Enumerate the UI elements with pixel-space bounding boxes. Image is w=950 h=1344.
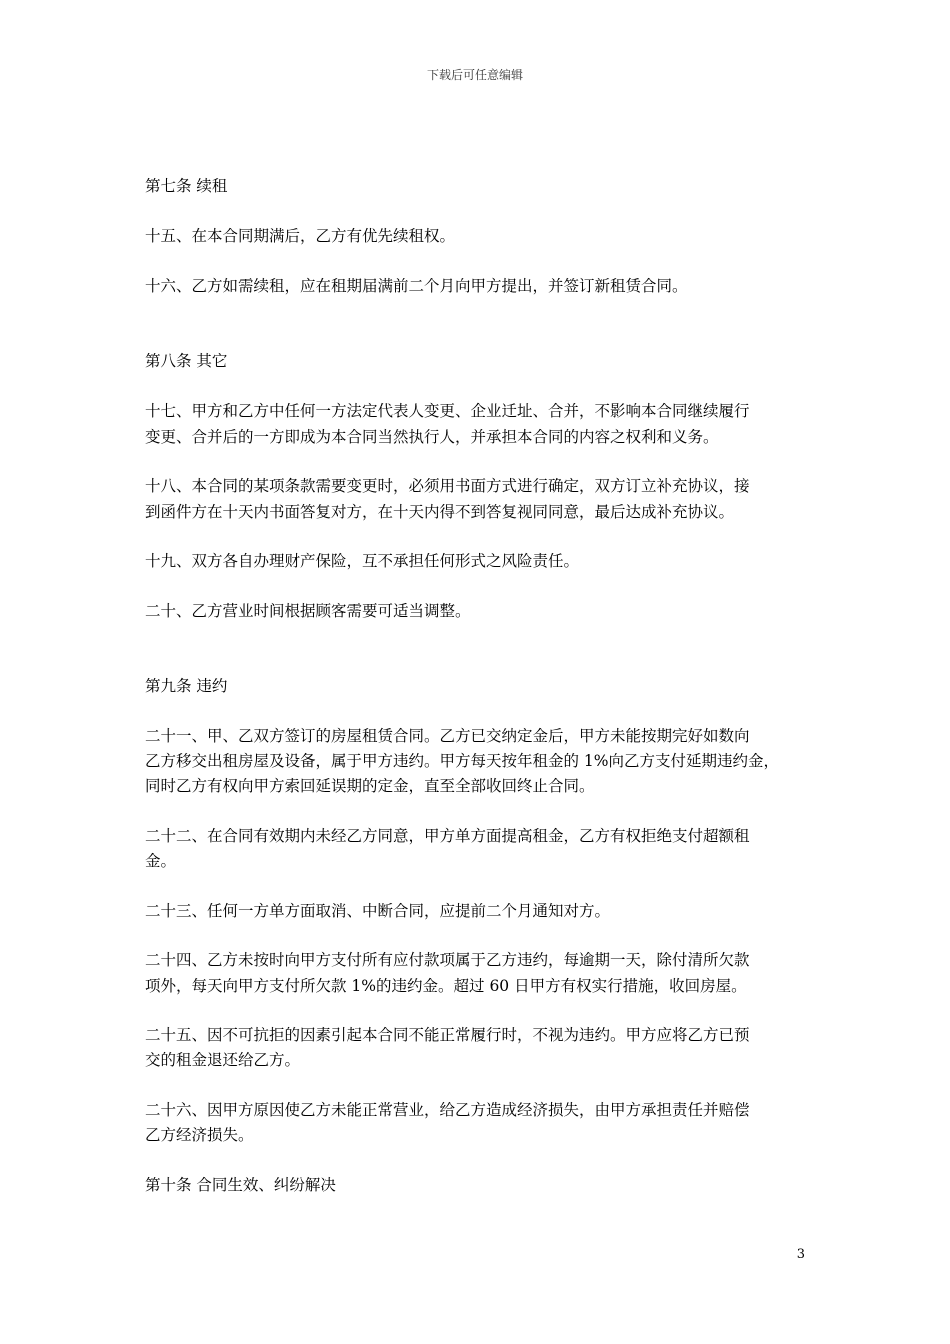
clause-16: 十六、乙方如需续租，应在租期届满前二个月向甲方提出，并签订新租赁合同。 <box>145 277 688 295</box>
clause-22-line-1: 二十二、在合同有效期内未经乙方同意，甲方单方面提高租金，乙方有权拒绝支付超额租 <box>145 827 750 845</box>
clause-24-line-1: 二十四、乙方未按时向甲方支付所有应付款项属于乙方违约，每逾期一天，除付清所欠款 <box>145 951 750 969</box>
section-heading-7: 第七条 续租 <box>145 177 228 195</box>
section-heading-10: 第十条 合同生效、纠纷解决 <box>145 1176 336 1194</box>
clause-19: 十九、双方各自办理财产保险，互不承担任何形式之风险责任。 <box>145 552 580 570</box>
clause-24-line-2: 项外，每天向甲方支付所欠款 1%的违约金。超过 60 日甲方有权实行措施，收回房屋。 <box>145 977 747 995</box>
section-heading-9: 第九条 违约 <box>145 677 228 695</box>
section-heading-8: 第八条 其它 <box>145 352 228 370</box>
clause-20: 二十、乙方营业时间根据顾客需要可适当调整。 <box>145 602 471 620</box>
clause-22-line-2: 金。 <box>145 852 177 870</box>
clause-26-line-1: 二十六、因甲方原因使乙方未能正常营业，给乙方造成经济损失，由甲方承担责任并赔偿 <box>145 1101 750 1119</box>
clause-25-line-1: 二十五、因不可抗拒的因素引起本合同不能正常履行时，不视为违约。甲方应将乙方已预 <box>145 1026 750 1044</box>
clause-26-line-2: 乙方经济损失。 <box>145 1126 254 1144</box>
clause-18-line-1: 十八、本合同的某项条款需要变更时，必须用书面方式进行确定，双方订立补充协议，接 <box>145 477 750 495</box>
clause-18-line-2: 到函件方在十天内书面答复对方，在十天内得不到答复视同同意，最后达成补充协议。 <box>145 503 735 521</box>
clause-21-line-3: 同时乙方有权向甲方索回延误期的定金，直至全部收回终止合同。 <box>145 777 595 795</box>
clause-21-line-2: 乙方移交出租房屋及设备，属于甲方违约。甲方每天按年租金的 1%向乙方支付延期违约金， <box>145 752 780 770</box>
clause-25-line-2: 交的租金退还给乙方。 <box>145 1051 301 1069</box>
clause-23: 二十三、任何一方单方面取消、中断合同，应提前二个月通知对方。 <box>145 902 611 920</box>
clause-15: 十五、在本合同期满后，乙方有优先续租权。 <box>145 227 456 245</box>
clause-17-line-1: 十七、甲方和乙方中任何一方法定代表人变更、企业迁址、合并，不影响本合同继续履行 <box>145 402 750 420</box>
page-header: 下载后可任意编辑 <box>426 68 523 82</box>
clause-21-line-1: 二十一、甲、乙双方签订的房屋租赁合同。乙方已交纳定金后，甲方未能按期完好如数向 <box>145 727 750 745</box>
page-number: 3 <box>796 1247 805 1262</box>
clause-17-line-2: 变更、合并后的一方即成为本合同当然执行人，并承担本合同的内容之权利和义务。 <box>145 428 719 446</box>
